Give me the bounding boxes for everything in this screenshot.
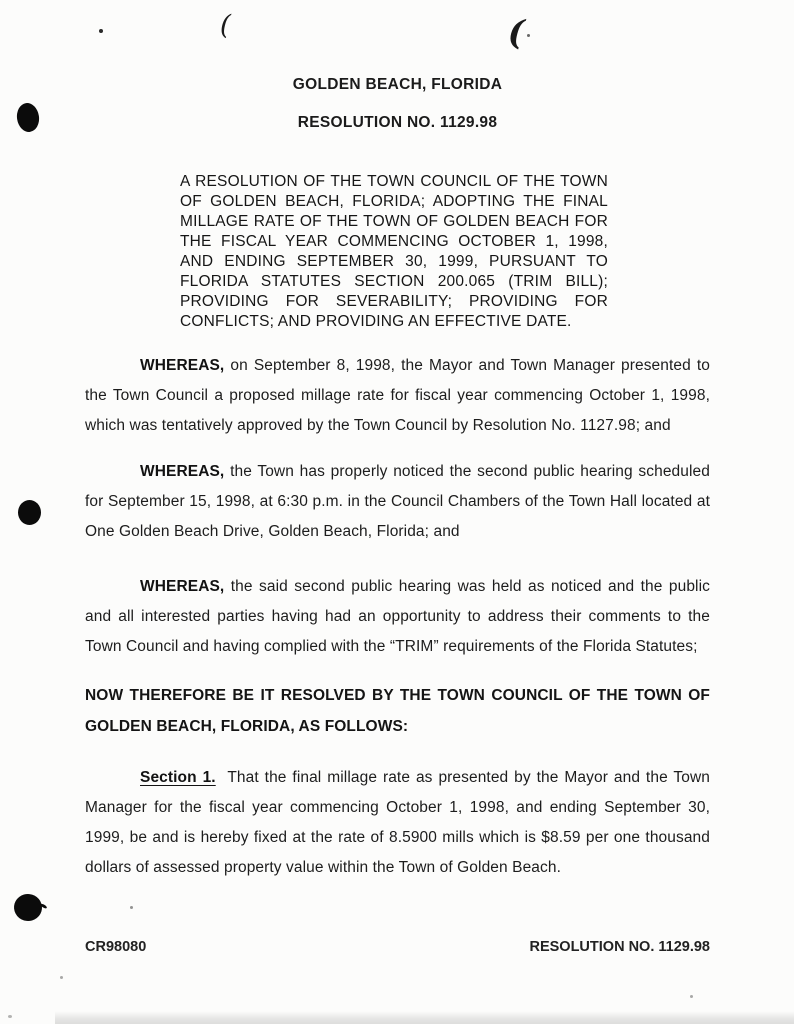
whereas-lead: WHEREAS,: [140, 578, 225, 595]
whereas-paragraph-1: [85, 351, 710, 441]
whereas-lead: WHEREAS,: [140, 357, 225, 374]
scan-speck: [527, 34, 530, 37]
whereas-text: on September 8, 1998, the Mayor and Town Manager presented to the Town Council a proposed millage rate for fiscal year commencing October 1, 1998, which was tentatively approved by the Town Council by Resolution No. 1127.98; and: [85, 357, 710, 434]
whereas-text: the Town has properly noticed the second public hearing scheduled for September 15, 1998, at 6:30 p.m. in the Council Chambers of the Town Hall located at One Golden Beach Drive, Golden Beach, Florida; and: [85, 463, 710, 540]
whereas-paragraph-3: [85, 572, 710, 662]
scan-speck: [690, 995, 693, 998]
scan-edge-shadow: [55, 1011, 794, 1024]
handwritten-paren-mark: (: [219, 9, 232, 42]
whereas-text: the said second public hearing was held as noticed and the public and all interested parties having had an opportunity to address their comments to the Town Council and having complied with the “TRIM” requirements of the Florida Statutes;: [85, 578, 710, 655]
document-body: [0, 76, 794, 955]
resolution-number-heading: RESOLUTION NO. 1129.98: [297, 114, 498, 131]
scan-speck: [60, 976, 63, 979]
whereas-lead: WHEREAS,: [140, 463, 225, 480]
page-footer: [85, 939, 710, 955]
scan-speck: [8, 1015, 12, 1018]
handwritten-paren-mark: (: [506, 12, 526, 54]
document-title: GOLDEN BEACH, FLORIDA: [292, 76, 503, 93]
scan-speck: [99, 29, 103, 33]
section-1-paragraph: [85, 763, 710, 883]
footer-resolution-number: RESOLUTION NO. 1129.98: [529, 939, 710, 955]
resolved-clause: NOW THEREFORE BE IT RESOLVED BY THE TOWN COUNCIL OF THE TOWN OF GOLDEN BEACH, FLORIDA, AS FOLLOWS:: [85, 687, 710, 735]
resolution-caption: A RESOLUTION OF THE TOWN COUNCIL OF THE TOWN OF GOLDEN BEACH, FLORIDA; ADOPTING THE FINAL MILLAGE RATE OF THE TOWN OF GOLDEN BEACH FOR THE FISCAL YEAR COMMENCING OCTOBER 1, 1998, AND ENDING SEPTEMBER 30, 1999, PURSUANT TO FLORIDA STATUTES SECTION 200.065 (TRIM BILL); PROVIDING FOR SEVERABILITY; PROVIDING FOR CONFLICTS; AND PROVIDING AN EFFECTIVE DATE.: [180, 173, 608, 330]
whereas-paragraph-2: [85, 457, 710, 547]
section-1-text: That the final millage rate as presented by the Mayor and the Town Manager for the fiscal year commencing October 1, 1998, and ending September 30, 1999, be and is hereby fixed at the rate of 8.5900 mills which is $8.59 per one thousand dollars of assessed property value within the Town of Golden Beach.: [85, 769, 710, 876]
footer-doc-code: CR98080: [85, 939, 147, 955]
section-1-label: Section 1.: [140, 769, 216, 786]
